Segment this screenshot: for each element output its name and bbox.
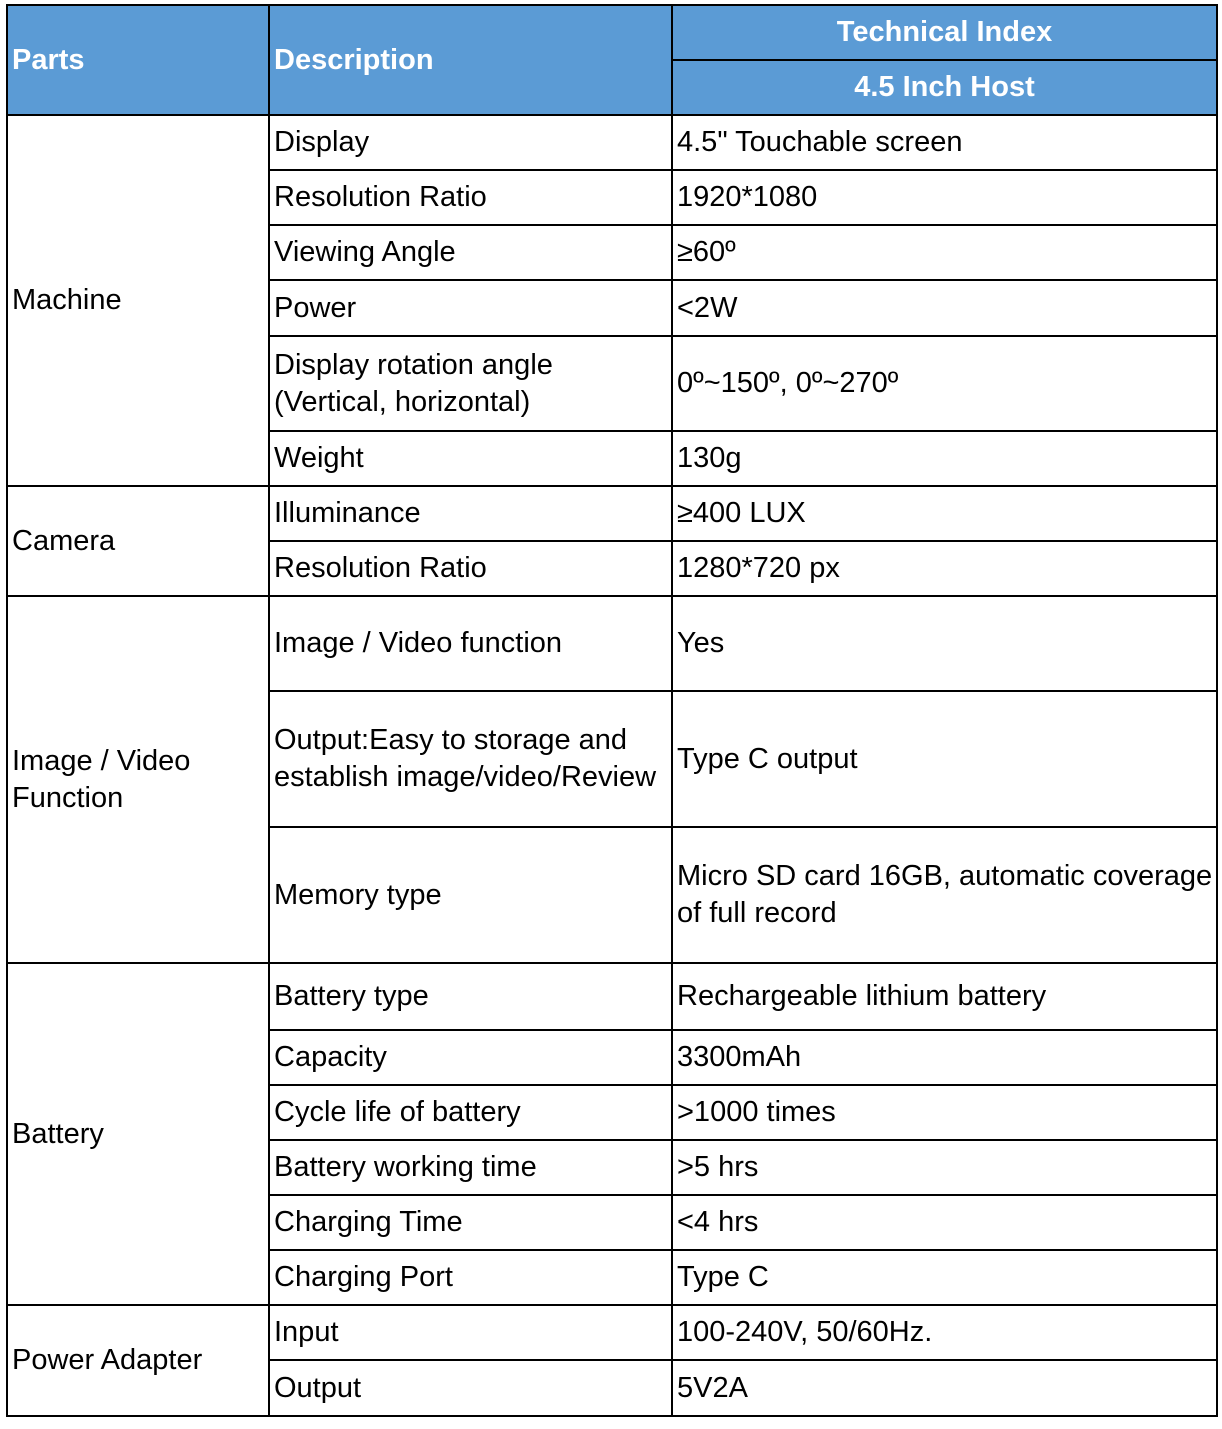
part-cell-battery: Battery (7, 963, 269, 1305)
value-cell: Type C output (672, 691, 1217, 827)
description-cell: Input (269, 1305, 672, 1360)
table-row (7, 115, 1217, 170)
description-cell: Display rotation angle (Vertical, horizontal) (269, 336, 672, 431)
description-cell: Viewing Angle (269, 225, 672, 280)
value-cell: ≥60º (672, 225, 1217, 280)
description-cell: Display (269, 115, 672, 170)
description-cell: Battery working time (269, 1140, 672, 1195)
value-cell: Micro SD card 16GB, automatic coverage of full record (672, 827, 1217, 963)
part-cell-camera: Camera (7, 486, 269, 596)
description-cell: Resolution Ratio (269, 170, 672, 225)
table-row (7, 486, 1217, 541)
header-description: Description (269, 5, 672, 115)
description-cell: Resolution Ratio (269, 541, 672, 596)
spec-table (6, 4, 1218, 1417)
description-cell: Illuminance (269, 486, 672, 541)
value-cell: 1920*1080 (672, 170, 1217, 225)
value-cell: 5V2A (672, 1360, 1217, 1416)
value-cell: 3300mAh (672, 1030, 1217, 1085)
value-cell: Type C (672, 1250, 1217, 1305)
description-cell: Output (269, 1360, 672, 1416)
table-row (7, 963, 1217, 1030)
description-cell: Cycle life of battery (269, 1085, 672, 1140)
header-parts: Parts (7, 5, 269, 115)
value-cell: <4 hrs (672, 1195, 1217, 1250)
part-cell-machine: Machine (7, 115, 269, 486)
description-cell: Output:Easy to storage and establish image/video/Review (269, 691, 672, 827)
description-cell: Weight (269, 431, 672, 486)
value-cell: 130g (672, 431, 1217, 486)
part-cell-power-adapter: Power Adapter (7, 1305, 269, 1416)
value-cell: ≥400 LUX (672, 486, 1217, 541)
description-cell: Power (269, 280, 672, 336)
value-cell: Yes (672, 596, 1217, 691)
description-cell: Capacity (269, 1030, 672, 1085)
value-cell: 1280*720 px (672, 541, 1217, 596)
value-cell: Rechargeable lithium battery (672, 963, 1217, 1030)
value-cell: >5 hrs (672, 1140, 1217, 1195)
description-cell: Charging Port (269, 1250, 672, 1305)
value-cell: 0º~150º, 0º~270º (672, 336, 1217, 431)
description-cell: Memory type (269, 827, 672, 963)
table-row (7, 1305, 1217, 1360)
value-cell: >1000 times (672, 1085, 1217, 1140)
part-cell-image-video: Image / Video Function (7, 596, 269, 963)
value-cell: <2W (672, 280, 1217, 336)
value-cell: 4.5" Touchable screen (672, 115, 1217, 170)
description-cell: Battery type (269, 963, 672, 1030)
header-technical-index: Technical Index (672, 5, 1217, 60)
description-cell: Charging Time (269, 1195, 672, 1250)
table-row (7, 596, 1217, 691)
value-cell: 100-240V, 50/60Hz. (672, 1305, 1217, 1360)
header-model: 4.5 Inch Host (672, 60, 1217, 115)
description-cell: Image / Video function (269, 596, 672, 691)
